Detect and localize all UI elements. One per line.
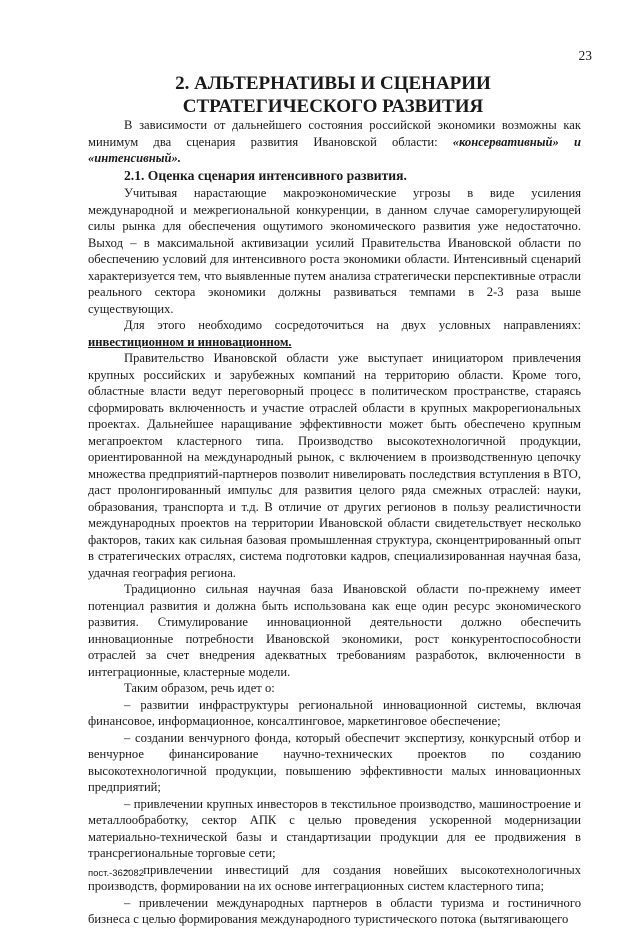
directions-text: Для этого необходимо сосредоточиться на двух условных направлениях: (124, 318, 581, 332)
directions-emphasis: инвестиционном и инновационном. (88, 334, 292, 349)
section-title: 2. АЛЬТЕРНАТИВЫ И СЦЕНАРИИ СТРАТЕГИЧЕСКОГО РАЗВИТИЯ (175, 73, 491, 117)
document-body (88, 117, 581, 928)
page-number: 23 (578, 48, 592, 63)
intro-connector: и (558, 134, 581, 149)
list-item: – создании венчурного фонда, который обеспечит экспертизу, конкурсный отбор и венчурное финансирование научно-технических проектов по созданию высокотехнологичной продукции, повышению эффективности малых инновационных предприятий; (88, 730, 581, 794)
list-item: – развитии инфраструктуры региональной инновационной системы, включая финансовое, информационное, консалтинговое, маркетинговое обеспечение; (88, 697, 581, 728)
paragraph-list-intro: Таким образом, речь идет о: (124, 681, 275, 695)
intro-end: . (177, 151, 181, 165)
paragraph-government: Правительство Ивановской области уже выступает инициатором привлечения крупных российских и зарубежных компаний на территорию области. Кроме того, областные власти ведут переговорный процесс в политическом пространстве, стараясь сформировать включенность и участие отраслей области в крупных макрорегиональных проектах. Дальнейшее наращивание эффективности может быть обеспечено крупным мегапроектом кластерного типа. Производство высокотехнологичной продукции, ориентированной на международный рынок, с включением в производственную цепочку множества предприятий-партнеров позволит нивелировать последствия вступления в ВТО, даст пролонгированный импульс для развития целого ряда смежных отраслей: науки, образования, транспорта и т.д. В отличие от других регионов в пользу реалистичности международных проектов на территории Ивановской области свидетельствует несколько факторов, таких как сильная базовая промышленная структура, сконцентрированный опыт в стратегических отраслях, система подготовки кадров, специализированная научная база, удачная география региона. (88, 351, 581, 580)
subheading: 2.1. Оценка сценария интенсивного развития. (124, 167, 407, 183)
intro-text: В зависимости от дальнейшего состояния российской экономики возможны как минимум два сценария развития Ивановской области: (88, 118, 581, 149)
scenario-conservative: «консервативный» (452, 134, 559, 149)
list-item: – привлечении инвестиций для создания новейших высокотехнологичных производств, формировании на их основе интеграционных систем кластерного типа; (88, 862, 581, 893)
intro-paragraph (88, 117, 581, 167)
paragraph-threats: Учитывая нарастающие макроэкономические угрозы в виде усиления международной и межрегиональной конкуренции, в данном случае саморегулирующей силы рынка для обеспечения ощутимого экономического развития уже недостаточно. Выход – в максимальной активизации усилий Правительства Ивановской области по обеспечению условий для интенсивного роста экономики области. Интенсивный сценарий характеризуется тем, что выявленные путем анализа стратегически перспективные отрасли реального сектора экономики должны развиваться темпами в 2-3 раза выше существующих. (88, 186, 581, 316)
paragraph-science: Традиционно сильная научная база Ивановской области по-прежнему имеет потенциал развития и должна быть использована как еще один ресурс экономического развития. Стимулирование инновационной деятельности должно обеспечить инновационные потребности Ивановской экономики, рост конкурентоспособности отраслей за счет внедрения адекватных требованиям разработок, включенности в интеграционные, кластерные модели. (88, 582, 581, 679)
list-item: – привлечении международных партнеров в области туризма и гостиничного бизнеса с целью формирования международного туристического потока (вытягивающего (88, 895, 581, 926)
paragraph-directions (88, 317, 581, 350)
list-item: – привлечении крупных инвесторов в текстильное производство, машиностроение и металлообработку, сектор АПК с целью проведения ускоренной модернизации материально-технической базы и стандартизации продукции для ее продвижения в трансрегиональные торговые сети; (88, 796, 581, 860)
footer-code: пост.-362082 (88, 868, 144, 879)
scenario-intensive: «интенсивный» (88, 151, 178, 165)
